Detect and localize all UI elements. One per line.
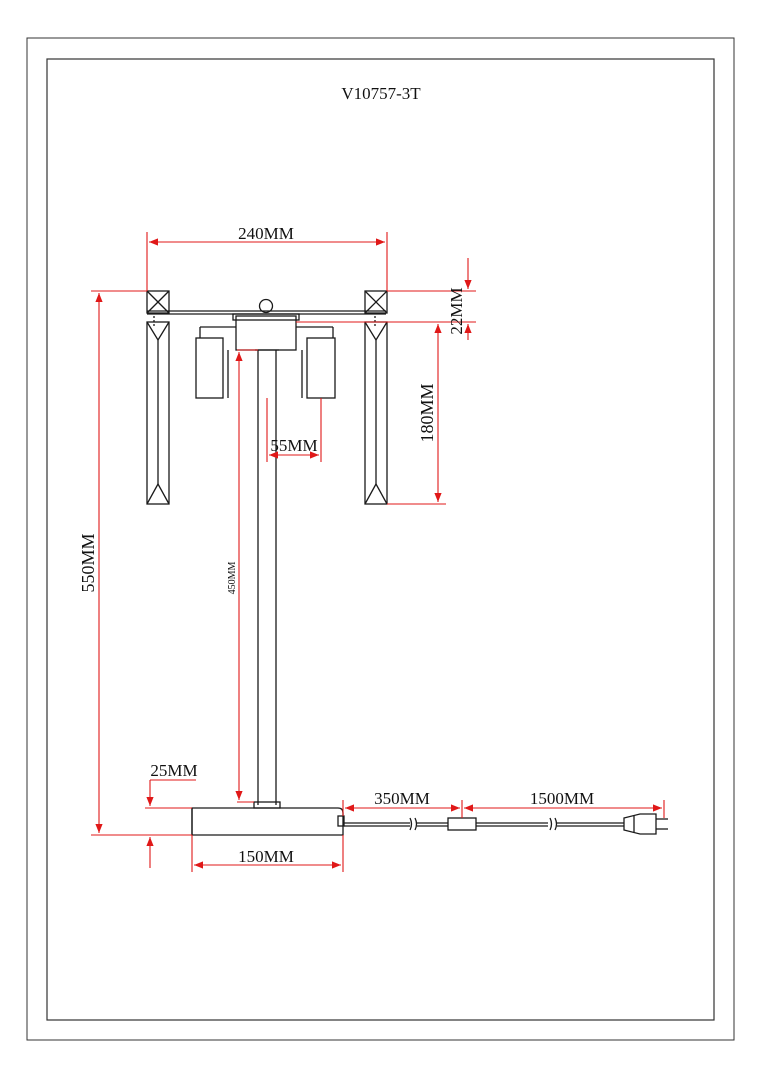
right-socket bbox=[307, 338, 335, 398]
outer-frame bbox=[27, 38, 734, 1040]
dim-450-label: 450MM bbox=[227, 561, 238, 595]
power-cord bbox=[344, 818, 624, 830]
model-code-title: V10757-3T bbox=[341, 84, 421, 103]
dim-550-label: 550MM bbox=[78, 533, 98, 593]
right-crystal-cap bbox=[365, 291, 387, 313]
dim-55-label: 55MM bbox=[270, 436, 318, 455]
dim-25-label: 25MM bbox=[150, 761, 198, 780]
center-hub bbox=[236, 316, 296, 350]
dim-350-label: 350MM bbox=[374, 789, 430, 808]
dim-240-label: 240MM bbox=[238, 224, 294, 243]
lamp-base bbox=[192, 808, 344, 835]
left-crystal-prism bbox=[147, 316, 169, 504]
dim-150-label: 150MM bbox=[238, 847, 294, 866]
dim-1500-label: 1500MM bbox=[529, 789, 595, 808]
power-plug bbox=[624, 814, 668, 834]
lamp-drawing bbox=[147, 291, 668, 835]
right-crystal-prism bbox=[365, 316, 387, 504]
dim-180-label: 180MM bbox=[417, 383, 437, 443]
inner-frame bbox=[47, 59, 714, 1020]
left-crystal-cap bbox=[147, 291, 169, 313]
dim-22-label: 22MM bbox=[447, 287, 466, 335]
inline-switch bbox=[448, 818, 476, 830]
left-socket bbox=[196, 338, 223, 398]
